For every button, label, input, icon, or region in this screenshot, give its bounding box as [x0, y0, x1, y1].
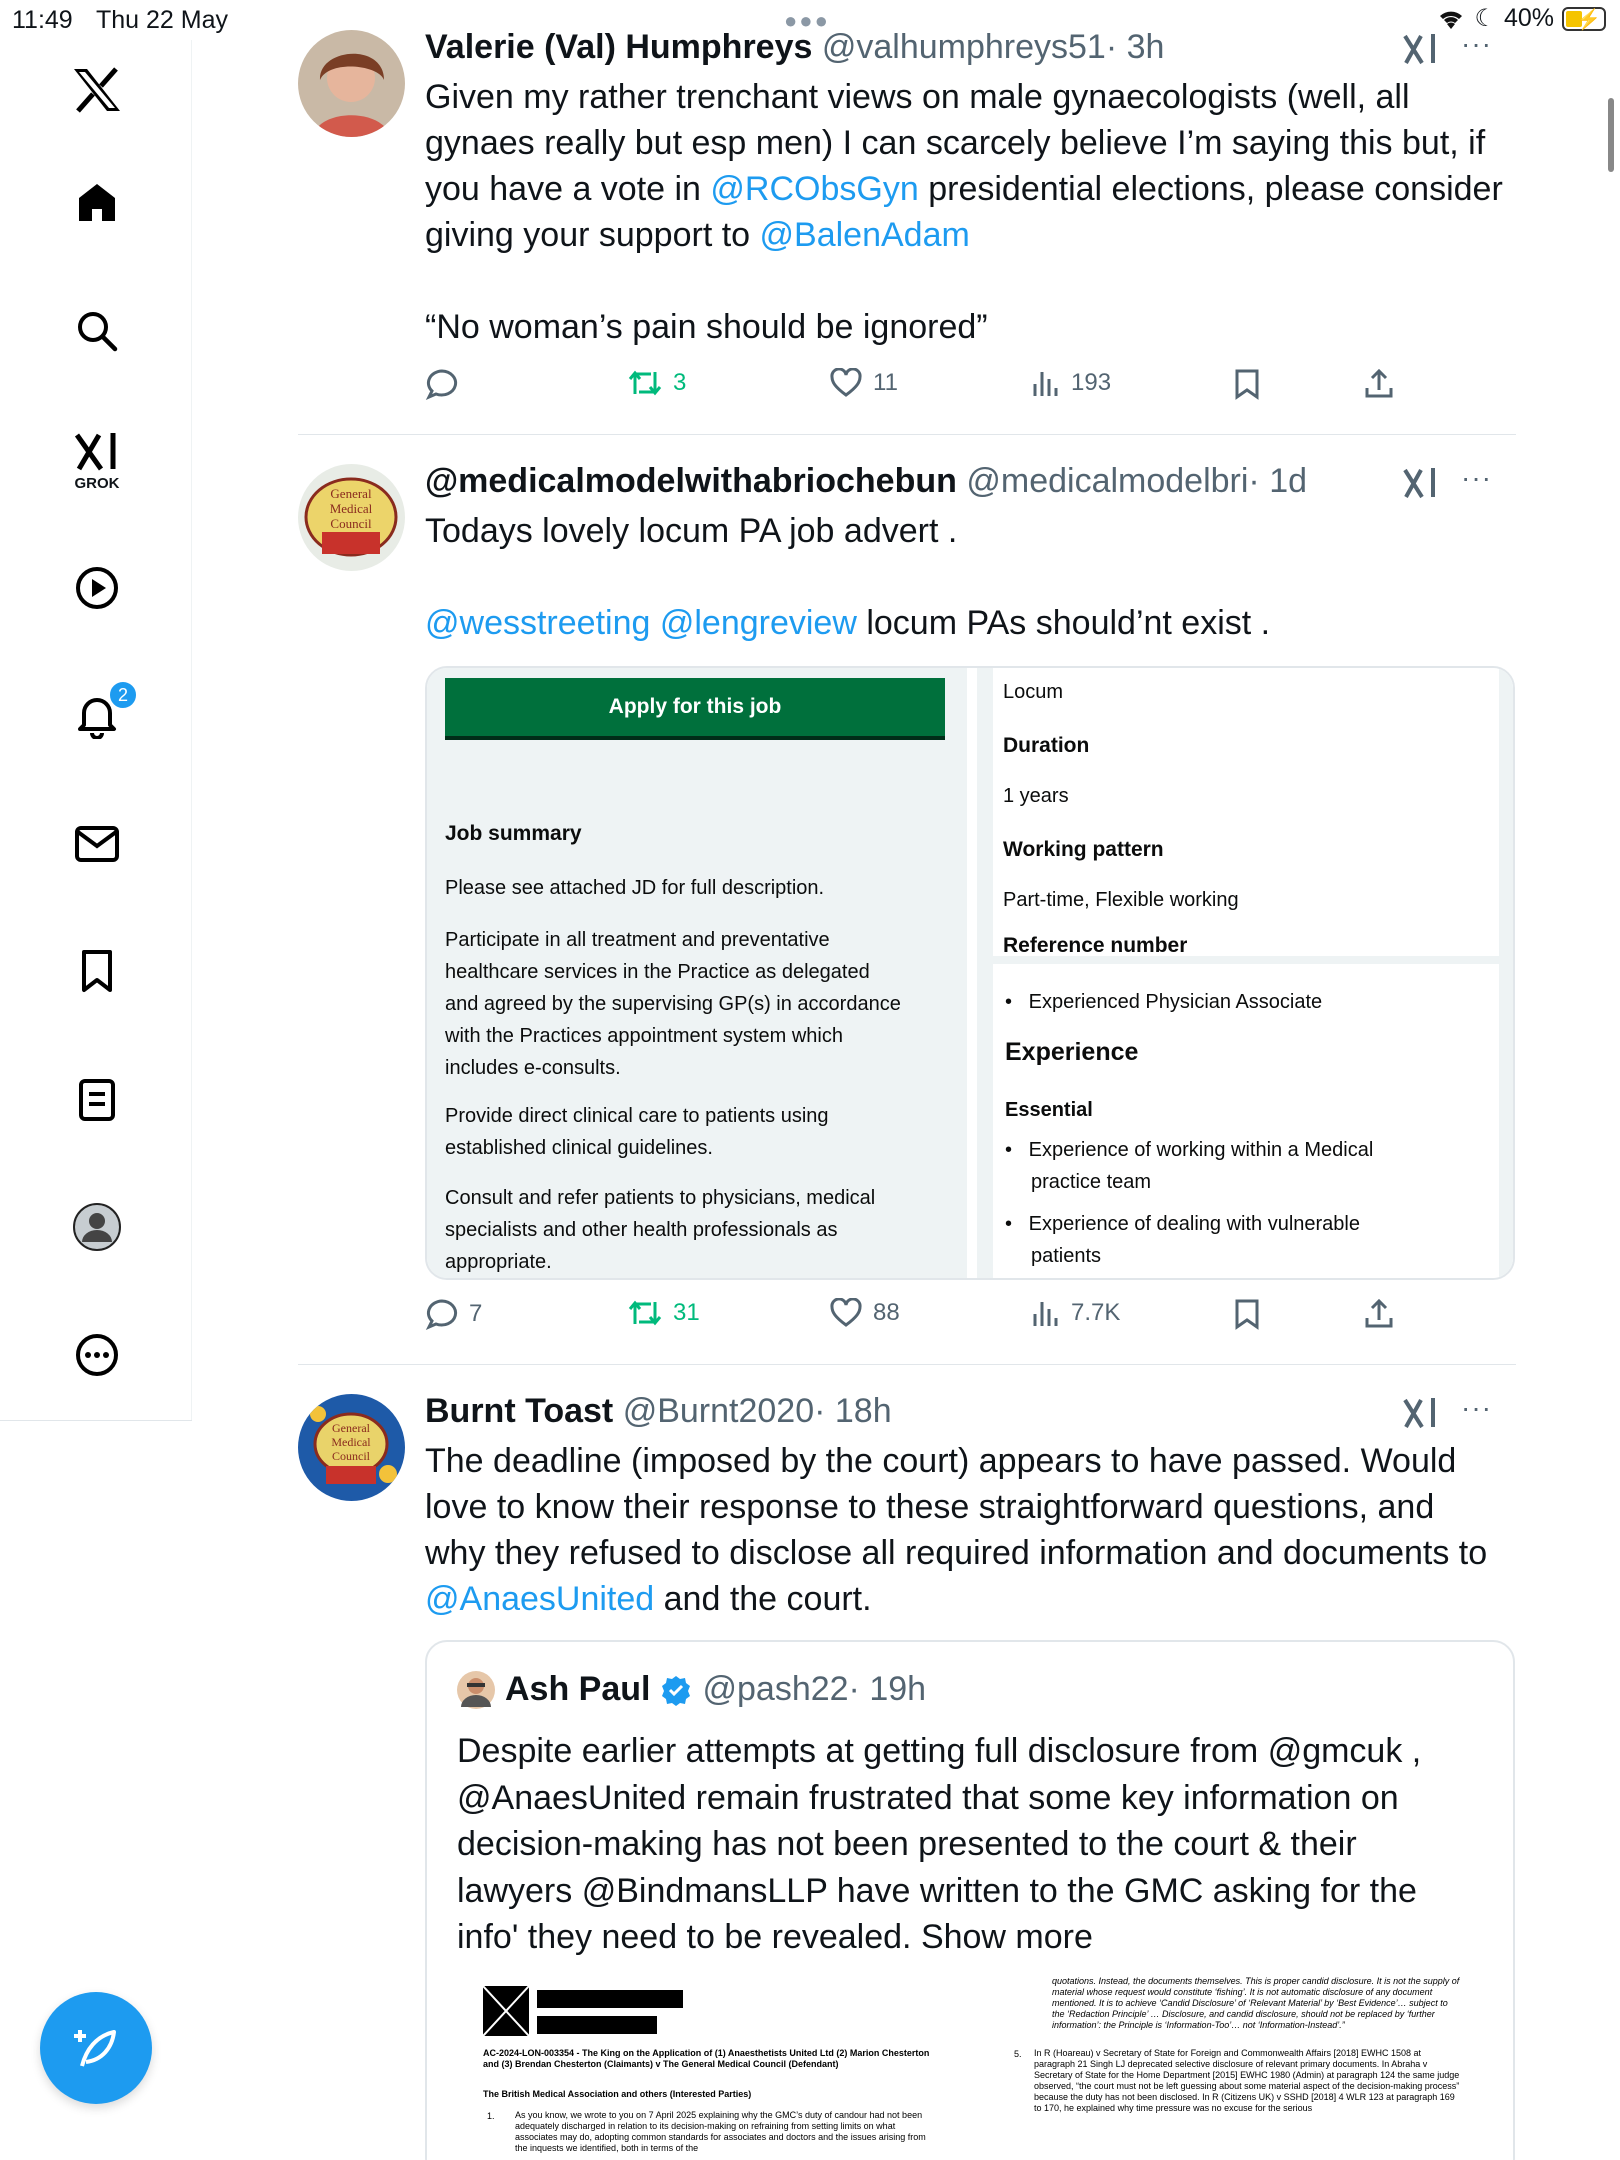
- tweet[interactable]: [298, 1392, 1518, 2160]
- svg-text:Medical: Medical: [331, 1435, 371, 1449]
- like-button[interactable]: 88: [829, 1298, 900, 1328]
- views-icon: [1031, 1298, 1061, 1328]
- retweet-icon: [627, 368, 663, 398]
- tweet[interactable]: [298, 462, 1518, 1350]
- search-icon[interactable]: [62, 296, 132, 366]
- mention-link[interactable]: @RCObsGyn: [710, 170, 919, 208]
- tweet-time[interactable]: · 3h: [1105, 28, 1165, 66]
- avatar[interactable]: [457, 1671, 495, 1709]
- job-right-panel: Locum Duration 1 years Working pattern Part-time, Flexible working Reference number • Experienced Physician Associate Experience Essential • Experience of working within a Medical practice team • Experience of dealing with vulnerable patients: [993, 668, 1515, 1278]
- quote-author-handle[interactable]: @pash22: [702, 1670, 849, 1708]
- grok-nav[interactable]: [62, 420, 132, 500]
- job-paragraph: Consult and refer patients to physicians, medical specialists and other health professionals as appropriate.: [445, 1187, 876, 1273]
- letter-image-left[interactable]: AC-2024-LON-003354 - The King on the Application of (1) Anaesthetists United Ltd (2) Marion Chesterton and (3) Brendan Chesterton (Claimants) v The General Medical Council (Defendant) The British Medical Association and others (Interested Parties) 1. As you know, we wrote to you on 7 April 2025 explaining why the GMC’s duty of candour had not been adequately discharged in relation to its decision-making on refraining from setting limits on what associates may do, adopting common standards for associates and doctors and the issues arising from the inquests we identified, both in terms of the: [427, 1976, 972, 2160]
- moon-icon: ☾: [1474, 5, 1496, 32]
- grok-icon: [73, 429, 121, 473]
- more-options-icon[interactable]: ···: [1461, 28, 1492, 59]
- compose-feather-icon: [68, 2020, 124, 2076]
- job-paragraph: Participate in all treatment and preventative healthcare services in the Practice as delegated and agreed by the supervising GP(s) in accordance with the Practices appointment system which includes e-consults.: [445, 929, 901, 1079]
- svg-text:General: General: [330, 486, 372, 501]
- bookmark-icon: [1233, 368, 1261, 400]
- bookmark-button[interactable]: [1233, 1298, 1261, 1330]
- tweet-header: [425, 1392, 892, 1431]
- retweet-icon: [627, 1298, 663, 1328]
- more-icon[interactable]: [62, 1320, 132, 1390]
- svg-text:General: General: [332, 1421, 370, 1435]
- compose-button[interactable]: [40, 1992, 152, 2104]
- views-icon: [1031, 368, 1061, 398]
- reply-icon: [425, 1298, 459, 1330]
- share-button[interactable]: [1363, 1298, 1395, 1330]
- tweet-header: [425, 462, 1307, 501]
- quote-time: · 19h: [848, 1670, 927, 1708]
- tweet[interactable]: [298, 28, 1518, 418]
- avatar[interactable]: [298, 464, 405, 571]
- mention-link[interactable]: @BalenAdam: [759, 216, 970, 254]
- avatar[interactable]: [298, 1394, 405, 1501]
- show-more-link[interactable]: Show more: [920, 1918, 1093, 1956]
- quote-text: Despite earlier attempts at getting full disclosure from @gmcuk , @AnaesUnited remain frustrated that some key information on decision-making has not been presented to the court & their lawyers @BindmansLLP have written to the GMC asking for the info' they need to be revealed. Show more: [457, 1732, 1422, 1956]
- mention-link[interactable]: @AnaesUnited: [425, 1580, 655, 1618]
- tweet-actions: [425, 1298, 1425, 1338]
- heart-icon: [829, 1298, 863, 1328]
- mention-link[interactable]: @lengreview: [659, 604, 857, 642]
- mention-link[interactable]: @wesstreeting: [425, 604, 651, 642]
- profile-icon[interactable]: [62, 1192, 132, 1262]
- tweet-divider: [298, 434, 1516, 435]
- quote-author-name[interactable]: Ash Paul: [505, 1670, 651, 1708]
- multitask-dots[interactable]: ●●●: [784, 8, 830, 33]
- bookmarks-icon[interactable]: [62, 936, 132, 1006]
- grok-icon[interactable]: [1402, 32, 1438, 71]
- video-icon[interactable]: [62, 553, 132, 623]
- author-handle[interactable]: @valhumphreys51: [821, 28, 1106, 66]
- status-time: 11:49: [12, 6, 73, 34]
- reply-button[interactable]: [425, 368, 469, 400]
- avatar[interactable]: [298, 30, 405, 137]
- share-button[interactable]: [1363, 368, 1395, 400]
- grok-icon[interactable]: [1402, 466, 1438, 505]
- quote-header: [457, 1670, 926, 1709]
- more-options-icon[interactable]: ···: [1461, 462, 1492, 493]
- tweet-time[interactable]: · 18h: [814, 1392, 892, 1430]
- bookmark-button[interactable]: [1233, 368, 1261, 400]
- like-button[interactable]: 11: [829, 368, 898, 398]
- bookmark-icon: [1233, 1298, 1261, 1330]
- letter-image-right[interactable]: quotations. Instead, the documents themselves. This is proper candid disclosure. It is not the supply of material whose request would constitute ‘fishing’. It is not automatic disclosure of any document mentioned. It is to achieve ‘Candid Disclosure’ of ‘Relevant Material’ by ‘Best Evidence’… subject to the ‘Redaction Principle’ … Disclosure, and candid disclosure, should not be replaced by ‘further information’: the Principle is ‘Information-Too’… not ‘Information-Instead’.” 5. In R (Hoareau) v Secretary of State for Foreign and Commonwealth Affairs [2018] EWHC 1508 at paragraph 21 Singh LJ deprecated selective disclosure of relevant primary documents. In Abraha v Secretary of State for the Home Department [2015] EWHC 1980 (Admin) at paragraph 124 the same judge observed, “the court must not be left guessing about some material aspect of the decision-making process” because the duty has not been disclosed. In R (Citizens UK) v SSHD [2018] 4 WLR 123 at paragraph 169 to 170, he explained why time pressure was no excuse for the serious: [972, 1976, 1515, 2160]
- reply-icon: [425, 368, 459, 400]
- retweet-button[interactable]: 3: [627, 368, 686, 398]
- author-handle[interactable]: @Burnt2020: [622, 1392, 815, 1430]
- svg-text:Medical: Medical: [329, 501, 373, 516]
- retweet-button[interactable]: 31: [627, 1298, 700, 1328]
- battery-icon: ⚡: [1562, 7, 1606, 31]
- law-firm-logo: [483, 1986, 683, 2036]
- grok-label: GROK: [74, 474, 120, 492]
- author-handle[interactable]: @medicalmodelbri: [966, 462, 1249, 500]
- views-button[interactable]: 193: [1031, 368, 1111, 398]
- tweet-actions: [425, 368, 1425, 408]
- notifications-badge: 2: [108, 680, 138, 710]
- sidebar-divider: [0, 1420, 192, 1421]
- author-name[interactable]: Burnt Toast: [425, 1392, 614, 1430]
- battery-percent: 40%: [1503, 4, 1554, 32]
- job-advert-image[interactable]: [425, 666, 1515, 1280]
- svg-text:Council: Council: [330, 516, 372, 531]
- svg-text:Council: Council: [332, 1449, 370, 1463]
- notifications-icon[interactable]: [62, 680, 132, 750]
- share-icon: [1363, 1298, 1395, 1330]
- tweet-header: [425, 28, 1164, 67]
- messages-icon[interactable]: [62, 809, 132, 879]
- wifi-icon: [1436, 7, 1466, 31]
- verified-badge-icon: [660, 1674, 692, 1706]
- views-button[interactable]: 7.7K: [1031, 1298, 1120, 1328]
- x-logo-icon[interactable]: [62, 55, 132, 125]
- job-paragraph: Provide direct clinical care to patients using established clinical guidelines.: [445, 1105, 829, 1159]
- home-icon[interactable]: [62, 168, 132, 238]
- tweet-text: The deadline (imposed by the court) appears to have passed. Would love to know their response to these straightforward questions, and why they refused to disclose all required information and documents to @AnaesUnited and the court.: [425, 1442, 1488, 1618]
- author-name[interactable]: Valerie (Val) Humphreys: [425, 28, 813, 66]
- tweet-divider: [298, 1364, 1516, 1365]
- job-left-panel: Apply for this job Job summary Please see attached JD for full description. Participate in all treatment and preventative healthcare services in the Practice as delegated and agreed by the supervising GP(s) in accordance with the Practices appointment system which includes e-consults. Provide direct clinical care to patients using established clinical guidelines. Consult and refer patients to physicians, medical specialists and other health professionals as appropriate.: [427, 668, 967, 1278]
- more-options-icon[interactable]: ···: [1461, 1392, 1492, 1423]
- tweet-text: Todays lovely locum PA job advert . @wesstreeting @lengreview locum PAs should’nt exist .: [425, 512, 1271, 642]
- share-icon: [1363, 368, 1395, 400]
- author-name[interactable]: @medicalmodelwithabriochebun: [425, 462, 957, 500]
- scrollbar[interactable]: [1608, 98, 1614, 172]
- heart-icon: [829, 368, 863, 398]
- quoted-tweet[interactable]: [425, 1640, 1515, 2160]
- reply-button[interactable]: 7: [425, 1298, 482, 1330]
- tweet-text: Given my rather trenchant views on male gynaecologists (well, all gynaes really but esp men) I can scarcely believe I’m saying this but, if you have a vote in @RCObsGyn presidential elections, please consider giving your support to @BalenAdam “No woman’s pain should be ignored”: [425, 78, 1503, 346]
- apply-button: Apply for this job: [445, 678, 945, 740]
- lists-icon[interactable]: [62, 1065, 132, 1135]
- tweet-time[interactable]: · 1d: [1248, 462, 1308, 500]
- grok-icon[interactable]: [1402, 1396, 1438, 1435]
- status-date: Thu 22 May: [96, 6, 229, 34]
